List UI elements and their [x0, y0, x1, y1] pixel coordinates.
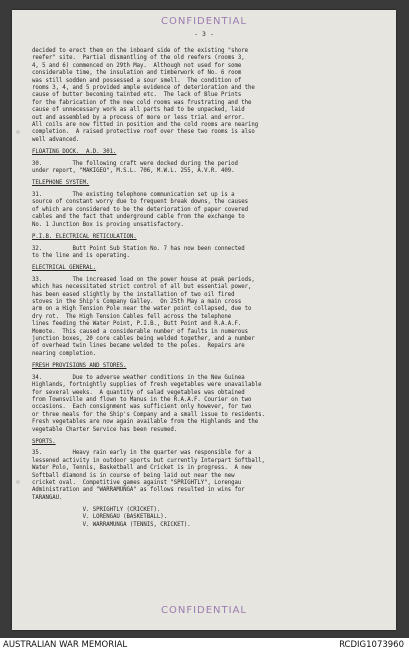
- text-line: from Townsville and flown to Manus in the R.A.A.F. Courier on two: [32, 396, 252, 403]
- text-line: Momote. This caused a considerable number of faults in numerous: [32, 328, 248, 335]
- text-line: Fresh vegetables are now again available from the Highlands and the: [32, 419, 259, 426]
- text-line: out and assembled by a process of more or less trial and error.: [32, 114, 245, 121]
- text-line: cause of butter becoming tainted etc. The lack of Blue Prints: [32, 92, 242, 99]
- text-line: 34. Due to adverse weather conditions in the New Guinea: [32, 374, 245, 381]
- text-line: has been eased slightly by the installation of two oil fired: [32, 291, 235, 298]
- text-line: arm on a High Tension Pole near the water point collapsed, due to: [32, 306, 252, 313]
- confidential-stamp-top: CONFIDENTIAL: [160, 16, 247, 27]
- text-line: source of constant worry due to frequent break downs, the causes: [32, 199, 248, 206]
- text-line: vegetable Charter Service has been resumed.: [32, 426, 178, 433]
- text-line: for the fabrication of the new cold rooms was frustrating and the: [32, 99, 252, 106]
- text-line: of overhead twin lines became welded to the poles. Repairs are: [32, 343, 245, 350]
- section-heading: SPORTS.: [32, 438, 56, 445]
- text-line: which has necessitated strict control of all but essential power,: [32, 284, 252, 291]
- page-number: - 3 -: [194, 30, 214, 38]
- footer-record-id: RCDIG1073960: [339, 640, 404, 650]
- text-line: reefer" site. Partial dismantling of the old reefers (rooms 3,: [32, 55, 245, 62]
- archive-footer: [0, 638, 409, 653]
- text-line: junction boxes, 20 core cables being welded together, and a number: [32, 336, 255, 343]
- text-line: 31. The existing telephone communication set up is a: [32, 192, 235, 199]
- text-line: 32. Butt Point Sub Station No. 7 has now been connected: [32, 245, 245, 252]
- section-heading: TELEPHONE SYSTEM.: [32, 180, 90, 187]
- text-line: completion. A raised protective roof over these two rooms is also: [32, 129, 255, 136]
- text-line: Administration and "WARRAMUNGA" as follows resulted in wins for: [32, 487, 245, 494]
- text-line: rooms 3, 4, and 5 provided ample evidence of deterioration and the: [32, 84, 255, 91]
- text-line: lessened activity in outdoor sports but currently Interpart Softball,: [32, 457, 265, 464]
- text-line: Water Polo, Tennis, Basketball and Cricket is in progress. A new: [32, 465, 252, 472]
- text-line: under report, "MAKIGEO", M.S.L. 706, M.W.L. 255, A.V.R. 409.: [32, 168, 235, 175]
- section-heading: ELECTRICAL GENERAL.: [32, 264, 97, 271]
- text-line: cause of unnecessary work as all parts had to be unpacked, laid: [32, 107, 245, 114]
- text-line: 30. The following craft were docked during the period: [32, 160, 238, 167]
- section-heading: FLOATING DOCK. A.D. 301.: [32, 148, 117, 155]
- text-line: V. SPRIGHTLY (CRICKET).: [32, 506, 161, 513]
- confidential-stamp-bottom: CONFIDENTIAL: [160, 605, 247, 616]
- text-line: dry rot. The High Tension Cables fell across the telephone: [32, 313, 232, 320]
- document-body: [32, 48, 380, 529]
- text-line: 33. The increased load on the power house at peak periods,: [32, 276, 255, 283]
- text-line: All coils are now fitted in position and the cold rooms are nearing: [32, 121, 259, 128]
- text-line: cricket oval. Competitive games against "SPRIGHTLY", Lorengau: [32, 480, 242, 487]
- text-line: for several weeks. A quantity of salad vegetables was obtained: [32, 389, 245, 396]
- text-line: 4, 5 and 6) commenced on 29th May. Although not used for some: [32, 62, 242, 69]
- punch-hole: [16, 480, 20, 484]
- text-line: occasions. Each consignment was sufficient only however, for two: [32, 404, 252, 411]
- text-line: well advanced.: [32, 136, 80, 143]
- document-page: [12, 10, 396, 630]
- text-line: Softball diamond is in course of being laid out near the new: [32, 472, 235, 479]
- section-heading: FRESH PROVISIONS AND STORES.: [32, 362, 127, 369]
- section-heading: P.I.B. ELECTRICAL RETICULATION.: [32, 233, 137, 240]
- text-line: 35. Heavy rain early in the quarter was responsible for a: [32, 450, 252, 457]
- text-line: or three meals for the Ship's Company and a small issue to residents.: [32, 411, 265, 418]
- text-line: Highlands, fortnightly supplies of fresh vegetables were unavailable: [32, 382, 262, 389]
- footer-institution: AUSTRALIAN WAR MEMORIAL: [3, 640, 128, 650]
- text-line: TARANGAU.: [32, 494, 63, 501]
- text-line: lines feeding the Water Point, P.I.B., Butt Point and R.A.A.F.: [32, 321, 242, 328]
- text-line: nearing completion.: [32, 350, 97, 357]
- text-line: cables and the fact that underground cable from the exchange to: [32, 214, 245, 221]
- text-line: V. LORENGAU (BASKETBALL).: [32, 514, 167, 521]
- punch-hole: [16, 130, 20, 134]
- text-line: decided to erect them on the inboard side of the existing "shore: [32, 48, 248, 54]
- text-line: was still sodden and possessed a sour smell. The condition of: [32, 77, 242, 84]
- text-line: stoves in the Ship's Company Galley. On 25th May a main cross: [32, 299, 242, 306]
- text-line: No. 1 Junction Box is proving unsatisfactory.: [32, 221, 184, 228]
- text-line: considerable time, the insulation and timberwork of No. 6 room: [32, 70, 242, 77]
- text-line: of which are considered to be the deterioration of paper covered: [32, 206, 248, 213]
- text-line: to the line and is operating.: [32, 252, 130, 259]
- text-line: V. WARRAMUNGA (TENNIS, CRICKET).: [32, 521, 191, 528]
